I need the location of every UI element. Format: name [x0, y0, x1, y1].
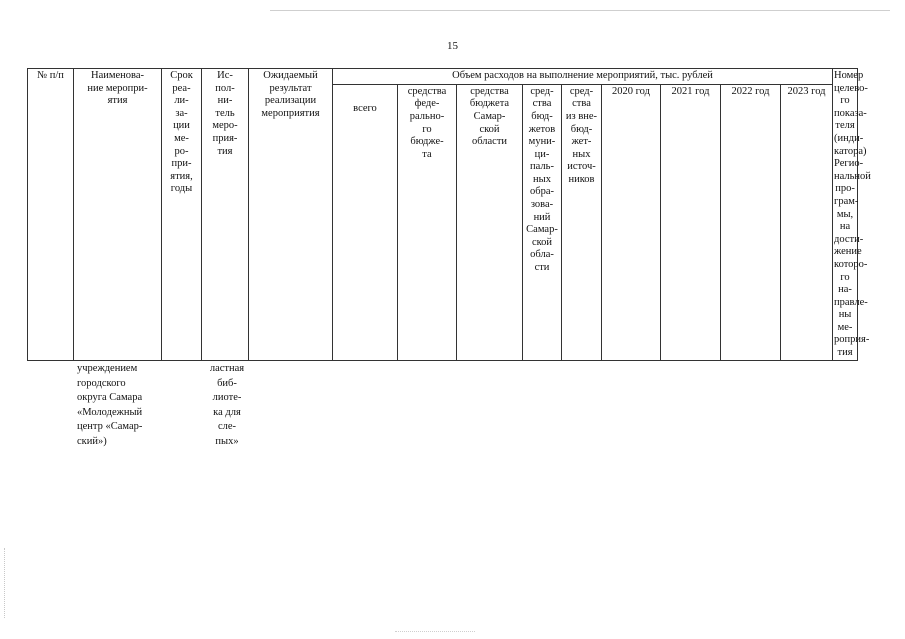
text-line: правле- — [834, 296, 868, 308]
text-line: пол- — [215, 82, 235, 94]
text-line: жение — [834, 246, 862, 258]
text-line: ников — [568, 173, 595, 185]
text-line: ятия — [107, 95, 128, 107]
text-line: № п/п — [37, 70, 64, 81]
text-line: грам- — [834, 195, 859, 207]
text-line: жет- — [571, 136, 592, 148]
text-line: всего — [353, 102, 377, 114]
text-line: области — [471, 136, 508, 148]
text-line: сле- — [217, 421, 237, 432]
text-line: бюд- — [531, 110, 553, 122]
text-line: которо- — [834, 258, 868, 270]
page-number: 15 — [447, 40, 458, 52]
text-line: бюд- — [570, 123, 593, 135]
text-line: Ожидаемый — [263, 70, 318, 81]
header-implementation-term — [162, 69, 202, 361]
text-line: тия — [837, 347, 853, 359]
header-municipal-budgets — [523, 84, 562, 360]
text-line: за- — [175, 107, 188, 119]
text-line: ластная — [209, 363, 245, 374]
header-regional-budget — [457, 84, 523, 360]
text-line: «Молодежный — [77, 406, 143, 418]
text-line: зова- — [530, 199, 554, 211]
text-line: ро- — [174, 145, 189, 157]
text-line: из вне- — [565, 110, 598, 122]
text-line: мы, на — [836, 208, 854, 233]
text-line: ны ме- — [837, 309, 853, 333]
continuation-activity-name — [77, 362, 167, 449]
text-line: учреждением — [77, 363, 138, 374]
top-rule — [270, 10, 890, 11]
text-line: ский») — [77, 435, 107, 447]
text-line: биб- — [217, 377, 237, 389]
text-line: нальной — [834, 170, 871, 182]
text-line: ний — [533, 211, 551, 223]
text-line: Номер — [834, 70, 864, 81]
text-line: про- — [835, 183, 855, 195]
header-year-2023: 2023 год — [781, 84, 833, 360]
text-line: Самар- — [526, 224, 558, 236]
text-line: ятия, — [170, 170, 193, 182]
text-line: центр «Самар- — [77, 421, 143, 432]
header-year-2022: 2022 год — [721, 84, 781, 360]
header-expenses-volume: Объем расходов на выполнение мероприятий, тыс. рублей — [333, 69, 833, 85]
text-line: тия — [217, 145, 233, 157]
text-line: источ- — [567, 161, 596, 173]
text-line: бюджета — [469, 98, 510, 110]
text-line: го — [840, 95, 850, 107]
text-line: пых» — [215, 435, 239, 447]
text-line: целево- — [834, 82, 868, 94]
text-line: городского — [77, 377, 126, 389]
text-line: Самар- — [473, 110, 506, 122]
text-line: Ис- — [217, 70, 233, 81]
text-line: реа- — [172, 82, 191, 94]
text-line: бюдже- — [410, 136, 444, 148]
text-line: роприя- — [834, 334, 870, 346]
header-total — [333, 84, 398, 360]
text-line: обла- — [530, 249, 554, 261]
text-line: ской — [479, 123, 500, 135]
text-line: Регио- — [834, 158, 864, 170]
text-line: го — [422, 123, 432, 135]
text-line: меро- — [212, 120, 238, 132]
text-line: показа- — [834, 107, 867, 119]
text-line: годы — [170, 183, 193, 195]
text-line: округа Самара — [77, 392, 143, 403]
text-line: ка для — [213, 406, 241, 418]
text-line: реализации — [264, 95, 317, 107]
text-line: катора) — [834, 145, 867, 157]
text-line: сред- — [569, 85, 594, 97]
text-line: ства — [532, 98, 552, 110]
text-line: ской — [531, 236, 553, 248]
header-offbudget-sources — [562, 84, 602, 360]
header-executor — [202, 69, 249, 361]
text-line: при- — [171, 158, 192, 170]
text-line: ли- — [174, 95, 189, 107]
text-line: средства — [407, 85, 447, 97]
text-line: Срок — [170, 70, 193, 81]
header-expected-result — [249, 69, 333, 361]
text-line: муни- — [528, 136, 556, 148]
header-row-number — [28, 69, 74, 361]
text-line: средства — [470, 85, 509, 97]
text-line: лиоте- — [212, 392, 242, 403]
scan-margin-marks — [4, 548, 11, 618]
text-line: та — [422, 148, 432, 160]
text-line: теля — [835, 120, 855, 132]
text-line: ных — [572, 148, 591, 160]
text-line: мероприятия — [261, 107, 320, 119]
header-year-2020: 2020 год — [602, 84, 661, 360]
text-line: феде- — [414, 98, 440, 110]
header-target-indicator — [833, 69, 871, 361]
header-activity-name — [74, 69, 162, 361]
text-line: рально- — [409, 110, 445, 122]
text-line: дости- — [834, 233, 864, 245]
scan-bottom-mark — [395, 631, 475, 632]
text-line: го на- — [838, 271, 852, 296]
text-line: ни- — [217, 95, 233, 107]
text-line: ние меропри- — [87, 82, 148, 94]
text-line: тель — [215, 107, 235, 119]
text-line: сред- — [530, 85, 554, 97]
text-line: (инди- — [834, 132, 864, 144]
text-line: результат — [269, 82, 312, 94]
text-line: обра- — [530, 186, 554, 198]
text-line: прия- — [212, 132, 238, 144]
text-line: ции — [173, 120, 190, 132]
text-line: сти — [534, 262, 550, 274]
header-year-2021: 2021 год — [661, 84, 721, 360]
text-line: ства — [572, 98, 591, 110]
text-line: Наименова- — [90, 70, 144, 81]
text-line: жетов — [528, 123, 556, 135]
text-line: ных — [533, 173, 551, 185]
header-federal-budget — [398, 84, 457, 360]
text-line: ме- — [174, 132, 189, 144]
continuation-executor — [202, 362, 252, 449]
text-line: ци- — [534, 148, 550, 160]
expenses-table — [27, 68, 871, 361]
text-line: паль- — [530, 161, 554, 173]
